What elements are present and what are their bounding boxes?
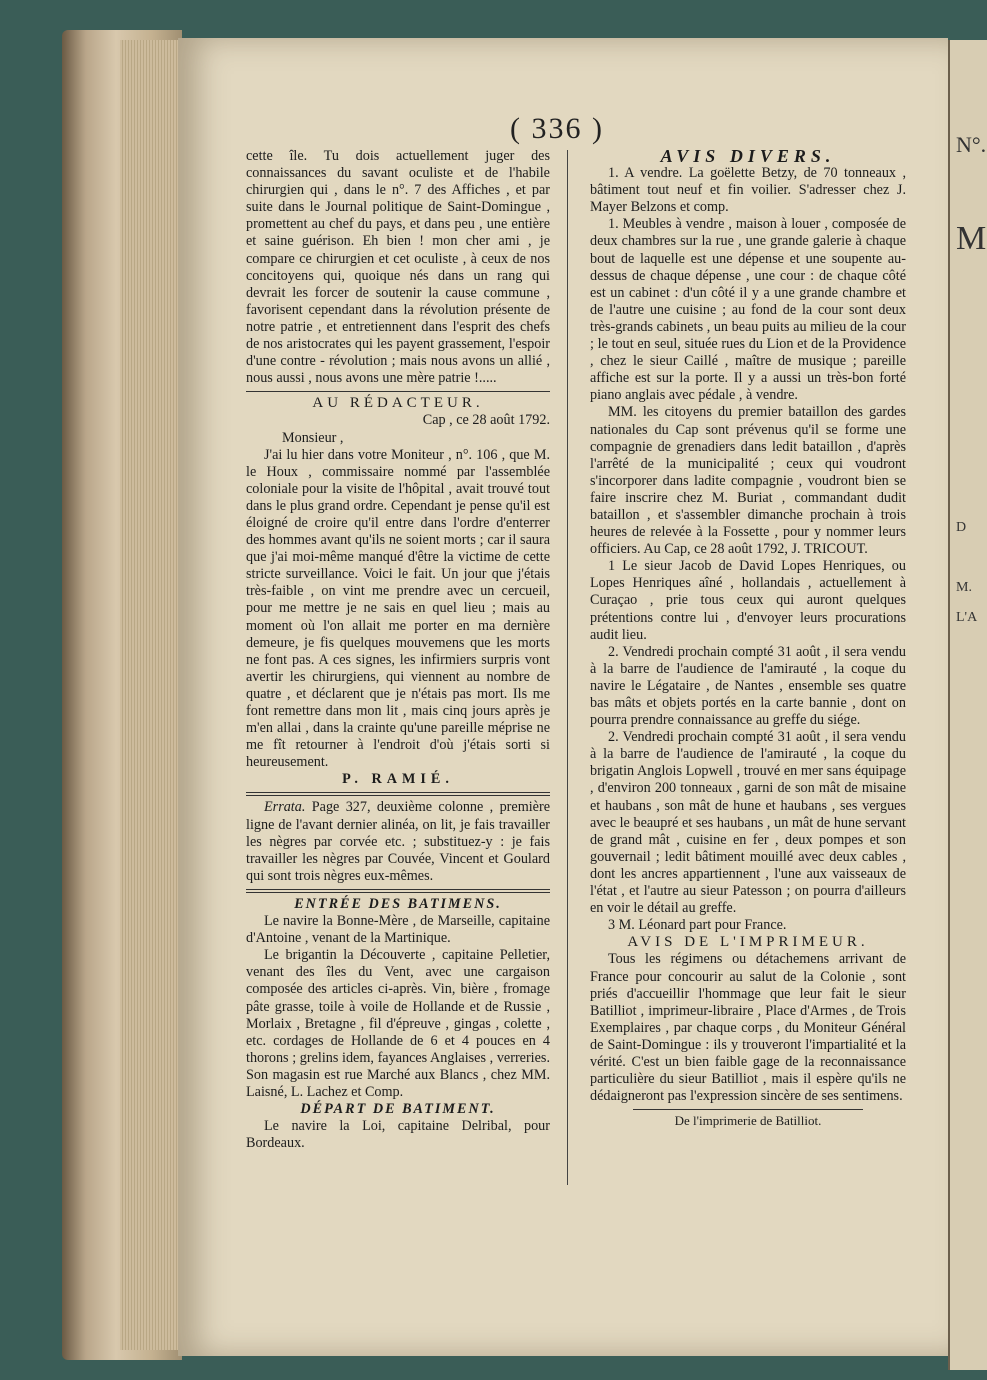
entry-item: Le navire la Bonne-Mère , de Marseille, capitaine d'Antoine , venant de la Martinique. (246, 913, 550, 947)
notice-item: 1. Meubles à vendre , maison à louer , composée de deux chambres sur la rue , une grande galerie à chaque bout de laquelle est une dépense et une soupente au-dessus de chaque dépense , une cour : de chaque côté est un cabinet : d'un côté il y a une grande chambre et de l'autre une cuisine ; au fond de la cour sont deux très-grands cabinets , un beau puits au milieu de la cour ; le tout en seul, située rues du Lion et de la Providence , chez le sieur Caillé , maître de musique ; pareille affiche est sur la porte. Il y a aussi un très-bon forté piano anglais avec pédale , à vendre. (590, 216, 906, 404)
fragment-text: M (956, 220, 987, 257)
notice-item: MM. les citoyens du premier bataillon des gardes nationales du Cap sont prévenus qu'il se forme une compagnie de grenadiers dans ledit bataillon , d'après l'arrêté de la municipalité ; ceux qui voudront s'incorporer dans ladite compagnie , voudront bien se faire inscrire chez M. Buriat , commandant dudit bataillon , et s'assembler dimanche prochain à trois heures de relevée à la Fossette , pour y nommer leurs officiers. Au Cap, ce 28 août 1792, J. TRICOUT. (590, 404, 906, 558)
imprint-footer: De l'imprimerie de Batilliot. (633, 1109, 863, 1129)
errata-text: Page 327, deuxième colonne , première ligne de l'avant dernier alinéa, on lit, je fais travailler les nègres par corvée etc. ; substituez-y : je fais travailler les nègres par Couvée, Vincent et Goulard qui sont trois nègres eux-mêmes. (246, 799, 550, 884)
letter-dateline: Cap , ce 28 août 1792. (422, 412, 550, 429)
facing-page-fragment (948, 40, 987, 1370)
notice-item: 1. A vendre. La goëlette Betzy, de 70 tonneaux , bâtiment tout neuf et fin voilier. S'adresser chez J. Mayer Belzons et comp. (590, 165, 906, 216)
left-column (246, 148, 550, 1152)
fragment-text: M. (956, 580, 972, 595)
notice-item: 1 Le sieur Jacob de David Lopes Henriques, ou Lopes Henriques aîné , hollandais , actuellement à Curaçao , prie tous ceux qui auront quelques prétentions contre lui , d'envoyer leurs procurations audit lieu. (590, 558, 906, 643)
departure-text: Le navire la Loi, capitaine Delribal, pour Bordeaux. (246, 1118, 550, 1152)
notice-item: 3 M. Léonard part pour France. (608, 917, 787, 934)
entries-heading: ENTRÉE DES BATIMENS. (294, 895, 502, 912)
errata-label: Errata. (264, 799, 306, 816)
column-divider (567, 150, 568, 1185)
printer-notice: Tous les régimens ou détachemens arrivant de France pour concourir au salut de la Colonie , sont priés d'accueillir l'hommage que leur fait le sieur Batilliot , imprimeur-libraire , Place d'Armes , de Trois Exemplaires , par chaque corps , du Moniteur Général de Saint-Domingue : ils y trouveront l'impartialité et la vérité. C'est un bien faible gage de la reconnaissance particulière du sieur Batilliot , mais il espère qu'ils ne dédaigneront pas l'expression sincère de ses sentimens. (590, 951, 906, 1105)
section-rule (246, 391, 550, 392)
page-number: ( 336 ) (510, 112, 604, 145)
fragment-text: N°. (956, 132, 987, 157)
letter-signature: P. RAMIÉ. (342, 771, 454, 788)
right-column (590, 148, 906, 1129)
notice-item: 2. Vendredi prochain compté 31 août , il sera vendu à la barre de l'audience de l'amirauté , la coque du navire le Légataire , de Nantes , ensemble ses quatre bas mâts et objets portés en la carte bannie , dont on pourra prendre connaissance au greffe du siége. (590, 643, 906, 729)
section-rule (246, 792, 550, 796)
entry-item: Le brigantin la Découverte , capitaine Pelletier, venant des îles du Vent, avec une cargaison composée des articles ci-après. Vin, bière , fromage pâte grasse, toile à voile de Hollande et de Russie , Morlaix , Bretagne , fil d'épreuve , gingas , colette , etc. cordages de Hollande de 6 et 4 pouces en 4 thorons ; grelins idem, fayances Anglaises , verreries. Son magasin est rue Marché aux Blancs , chez MM. Laisné, L. Lachez et Comp. (246, 947, 550, 1100)
opening-paragraph: cette île. Tu dois actuellement juger des connaissances du savant oculiste et de l'habile chirurgien qui , dans le n°. 7 des Affiches , et par suite dans le Journal politique de Saint-Domingue , promettent au chef du pays, et dans peu , une entière et saine guérison. Eh bien ! mon cher ami , je compare ce chirurgien et cet oculiste , à ceux de nos concitoyens qui, quoique nés dans un rang qui devrait les forcer de soutenir la cause commune , favorisent cependant dans la révolution présente de notre patrie , et entretiennent dans l'esprit des chefs de nos aristocrates qui les payent grassement, l'espoir d'une contre - révolution ; mais nous avons un allié , nous aussi , nous avons une mère patrie !..... (246, 148, 550, 387)
avis-divers-heading: AVIS DIVERS. (660, 146, 836, 166)
letter-salutation: Monsieur , (282, 429, 344, 446)
letter-heading: AU RÉDACTEUR. (312, 395, 484, 412)
fragment-text: D (956, 520, 967, 535)
fragment-text: L'A (956, 610, 978, 625)
page-edges (120, 40, 182, 1350)
departure-heading: DÉPART DE BATIMENT. (300, 1101, 496, 1118)
letter-body: J'ai lu hier dans votre Moniteur , n°. 106 , que M. le Houx , commissaire nommé par l'assemblée coloniale pour la visite de l'hôpital , avait trouvé tout dans le plus grand ordre. Cependant je pense qu'il est éloigné de croire qu'il entre dans l'ordre d'enterrer des hommes avant qu'ils ne soient morts ; car il saura que j'ai moi-même manqué d'être la victime de cette stricte surveillance. Voici le fait. Un jour que j'étais très-faible , on vint me prendre avec un cercueil, pour me mettre je ne sais en quel lieu ; mais au moment où l'on allait me porter en ma dernière demeure, je fis quelques mouvemens que les morts ne font pas. A ces signes, les infirmiers surpris vont avertir les chirurgiens, qui viennent au nombre de quatre , et déclarent que je n'étais pas mort. Ils me font remettre dans mon lit , mais cinq jours après je m'en allai , dans la crainte qu'une pareille méprise ne me fît retourner à l'endroit d'où j'étais sorti si heureusement. (246, 446, 550, 771)
section-rule (246, 889, 550, 893)
printer-heading: AVIS DE L'IMPRIMEUR. (627, 934, 869, 951)
notice-item: 2. Vendredi prochain compté 31 août , il sera vendu à la barre de l'audience de l'amirauté , la coque du brigatin Anglois Lopwell , trouvé en mer sans équipage , d'environ 200 tonneaux , garni de son mât de misaine et haubans , son mât de hune et haubans , ses vergues avec le beaupré et ses haubans , un mât de hune servant de grand mât , cuisine en fer , deux pompes et son gouvernail ; ledit bâtiment mouillé avec deux cables , dont les ancres appartiennent , l'une aux vaisseaux de l'état , et l'autre au sieur Patesson ; on pourra d'ailleurs en voir le détail au greffe. (590, 729, 906, 917)
